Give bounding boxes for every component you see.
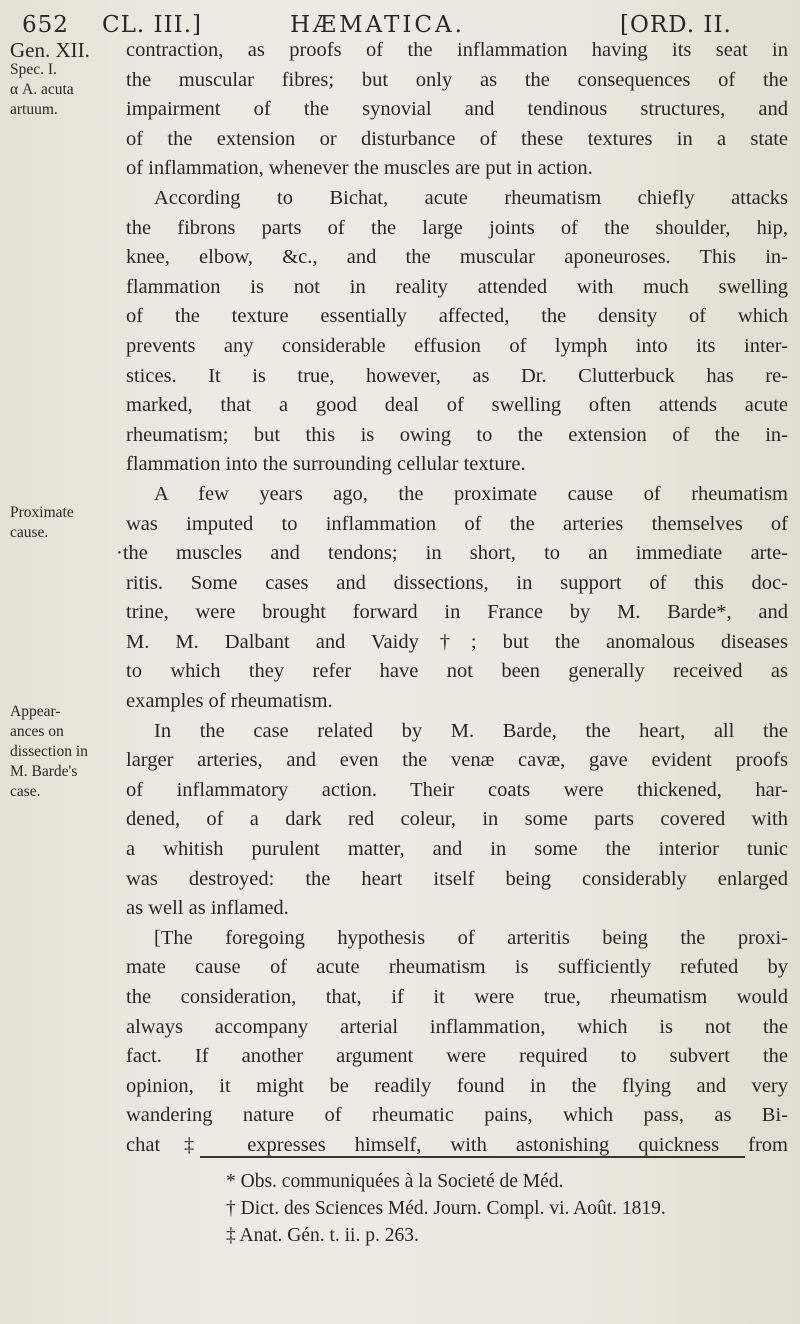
order-label: [ORD. II. [620, 12, 732, 38]
margin-note-appearances [10, 702, 120, 802]
margin-note-line: ances on [10, 723, 64, 740]
text-line: as well as inflamed. [126, 897, 289, 920]
margin-note-line: case. [10, 783, 41, 800]
text-line: of the extension or disturbance of these textures in a state [126, 127, 788, 150]
text-line: [The foregoing hypothesis of arteritis being the proxi- [154, 926, 788, 949]
margin-note-genus [10, 40, 120, 120]
text-line: larger arteries, and even the venæ cavæ, gave evident proofs [126, 749, 788, 772]
text-line: trine, were brought forward in France by M. Barde*, and [126, 601, 788, 624]
text-line: knee, elbow, &c., and the muscular aponeuroses. This in- [126, 246, 788, 269]
text-line: examples of rheumatism. [126, 690, 333, 713]
text-line: fact. If another argument were required to subvert the [126, 1045, 788, 1068]
text-line: A few years ago, the proximate cause of rheumatism [154, 482, 788, 505]
class-label: CL. III.] [102, 12, 203, 38]
margin-note-line: dissection in [10, 743, 88, 760]
footnote-rule [200, 1156, 745, 1158]
text-line: chat‡ expresses himself, with astonishing quickness from [126, 1133, 788, 1156]
text-line: of inflammatory action. Their coats were thickened, har- [126, 778, 788, 801]
text-line: to which they refer have not been generally received as [126, 660, 788, 683]
text-line: stices. It is true, however, as Dr. Clutterbuck has re- [126, 364, 788, 387]
margin-note-line: Appear- [10, 703, 61, 720]
margin-note-line: Spec. I. [10, 61, 57, 78]
margin-note-line: Proximate [10, 504, 74, 521]
text-line: M. M. Dalbant and Vaidy†; but the anomalous diseases [126, 630, 788, 653]
footnote: * Obs. communiquées à la Societé de Méd. [226, 1171, 564, 1192]
text-line: rheumatism; but this is owing to the extension of the in- [126, 423, 788, 446]
text-line: flammation is not in reality attended with much swelling [126, 275, 788, 298]
text-line: ritis. Some cases and dissections, in support of this doc- [126, 571, 788, 594]
text-line: impairment of the synovial and tendinous structures, and [126, 98, 788, 121]
margin-note-line: α A. acuta [10, 81, 74, 98]
text-line: of the texture essentially affected, the density of which [126, 305, 788, 328]
text-line: ·the muscles and tendons; in short, to an immediate arte- [116, 542, 788, 565]
text-line: always accompany arterial inflammation, which is not the [126, 1015, 788, 1038]
text-line: mate cause of acute rheumatism is sufficiently refuted by [126, 956, 788, 979]
margin-note-line: cause. [10, 524, 49, 541]
margin-note-line: M. Barde's [10, 763, 78, 780]
margin-note-line: Gen. XII. [10, 38, 90, 62]
text-line: In the case related by M. Barde, the heart, all the [154, 719, 788, 742]
text-line: marked, that a good deal of swelling often attends acute [126, 394, 788, 417]
text-line: a whitish purulent matter, and in some the interior tunic [126, 838, 788, 861]
text-line: contraction, as proofs of the inflammation having its seat in [126, 39, 788, 61]
page-number: 652 [22, 12, 69, 38]
text-line: was destroyed: the heart itself being considerably enlarged [126, 867, 788, 890]
text-line: the muscular fibres; but only as the consequences of the [126, 68, 788, 91]
footnote: ‡ Anat. Gén. t. ii. p. 263. [226, 1225, 419, 1246]
text-line: wandering nature of rheumatic pains, which pass, as Bi- [126, 1104, 788, 1127]
margin-note-proximate-cause [10, 503, 120, 543]
text-line: According to Bichat, acute rheumatism chiefly attacks [154, 186, 788, 209]
text-line: prevents any considerable effusion of lymph into its inter- [126, 334, 788, 357]
margin-note-line: artuum. [10, 101, 58, 118]
text-line: flammation into the surrounding cellular texture. [126, 453, 526, 476]
text-line: of inflammation, whenever the muscles are put in action. [126, 157, 593, 180]
text-line: dened, of a dark red coleur, in some parts covered with [126, 808, 788, 831]
text-line: the consideration, that, if it were true, rheumatism would [126, 986, 788, 1008]
running-title: HÆMATICA. [290, 12, 465, 38]
text-line: opinion, it might be readily found in the flying and very [126, 1074, 788, 1097]
text-line: the fibrons parts of the large joints of the shoulder, hip, [126, 216, 788, 239]
body-text [116, 36, 788, 1161]
footnote: † Dict. des Sciences Méd. Journ. Compl. vi. Août. 1819. [226, 1198, 666, 1219]
text-line: was imputed to inflammation of the arteries themselves of [126, 512, 788, 535]
footnotes [226, 1168, 786, 1249]
